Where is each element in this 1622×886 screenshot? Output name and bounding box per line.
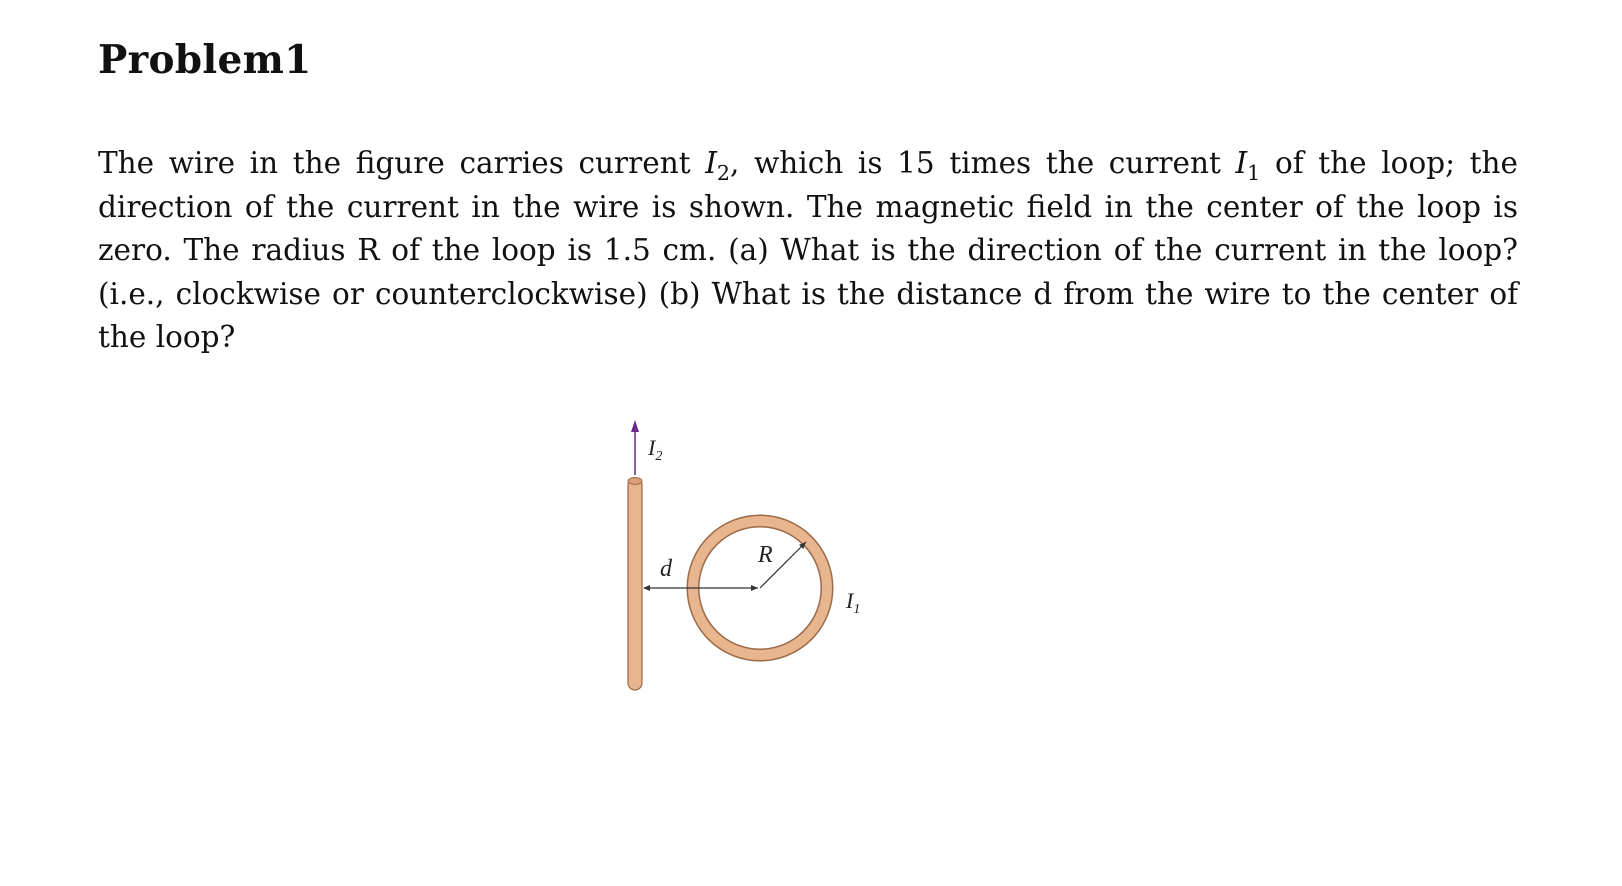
- statement-part-1: The wire in the figure carries current: [98, 146, 706, 180]
- statement-part-2: , which is 15 times the current: [730, 146, 1236, 180]
- wire-loop-figure: [620, 420, 920, 740]
- current-i2-symbol: [705, 146, 731, 185]
- current-i1-symbol: [1235, 146, 1261, 185]
- distance-d-label: d: [660, 556, 672, 582]
- current-i1-subscript: 1: [1247, 160, 1261, 185]
- document-page: [98, 30, 1518, 389]
- current-i2-letter: I: [705, 146, 717, 180]
- statement-part-3: of the loop; the direction of the current in the wire is shown. The magnetic field in the center of the loop is zero. The radius R of the loop is 1.5 cm. (a) What is the direction of the current in the loop? (i.e., clockwise or counterclockwise) (b) What is the distance d from the wire to the center of the loop?: [98, 146, 1518, 354]
- radius-r-label: R: [758, 542, 773, 568]
- current-i1-letter: I: [1235, 146, 1248, 180]
- problem-title: Problem1: [98, 37, 312, 83]
- i1-label: $I_1$: [846, 588, 861, 617]
- current-direction-arrow-icon: [631, 420, 639, 432]
- problem-statement: [98, 142, 1518, 360]
- current-i2-subscript: 2: [716, 160, 731, 185]
- i2-label: $I_2$: [648, 435, 663, 464]
- wire-top-cap: [628, 478, 642, 485]
- straight-wire: [628, 478, 642, 690]
